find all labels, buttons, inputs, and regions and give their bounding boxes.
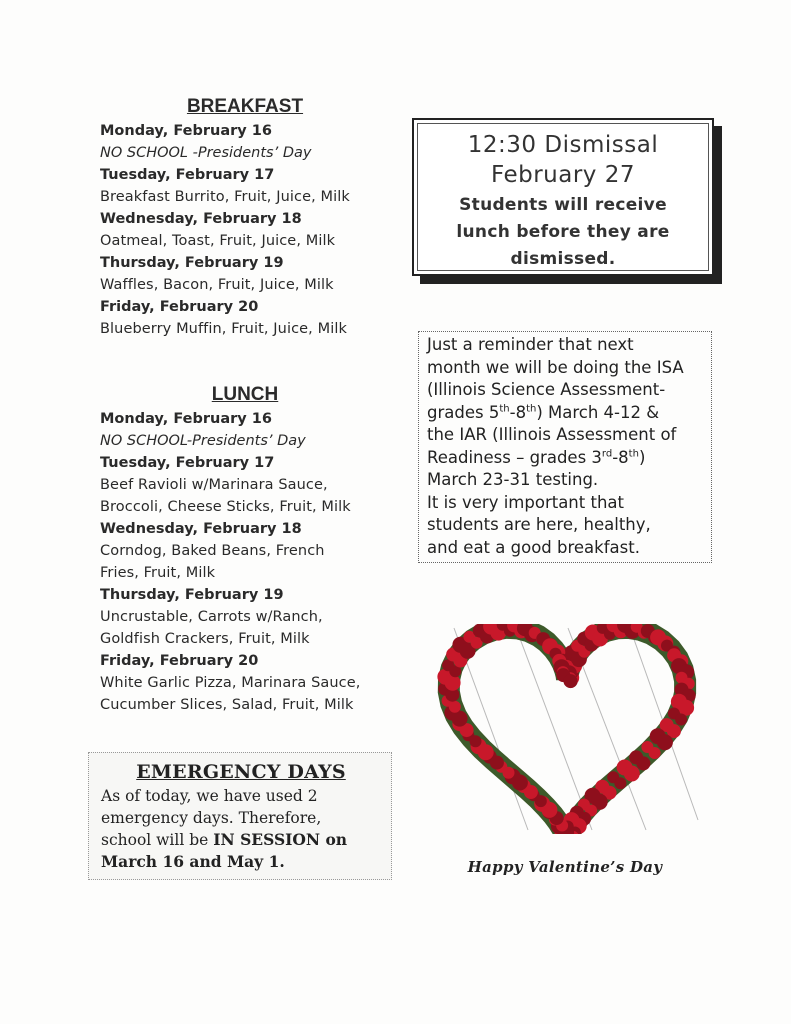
- menu-column: [100, 96, 390, 716]
- breakfast-day-heading: Friday, February 20: [100, 299, 259, 315]
- dismissal-notice-inner: [417, 123, 709, 271]
- breakfast-menu-item: Blueberry Muffin, Fruit, Juice, Milk: [100, 321, 347, 337]
- breakfast-note: NO SCHOOL -Presidents’ Day: [100, 145, 312, 161]
- reminder-text: -8: [509, 402, 527, 422]
- reminder-line: students are here, healthy,: [427, 515, 651, 534]
- emergency-days-box: [88, 752, 392, 880]
- breakfast-menu: [100, 120, 390, 340]
- reminder-line: (Illinois Science Assessment-: [427, 380, 666, 399]
- breakfast-day-heading: Wednesday, February 18: [100, 211, 302, 227]
- dismissal-title: 12:30 Dismissal: [467, 132, 659, 158]
- lunch-day-heading: Thursday, February 19: [100, 587, 284, 603]
- reminder-text: -8: [612, 447, 629, 467]
- lunch-menu-item: Fries, Fruit, Milk: [100, 565, 216, 581]
- rose: [649, 747, 661, 759]
- emergency-text: school will be: [101, 831, 214, 849]
- lunch-menu-item: Broccoli, Cheese Sticks, Fruit, Milk: [100, 499, 351, 515]
- rose: [614, 777, 626, 789]
- emergency-line: [101, 851, 381, 873]
- rose: [657, 734, 673, 750]
- emergency-dates: March 16 and May 1.: [101, 852, 285, 871]
- lunch-menu-item: Cucumber Slices, Salad, Fruit, Milk: [100, 697, 354, 713]
- reminder-text: ) March 4-12 &: [536, 402, 660, 422]
- dismissal-message-line: lunch before they are: [456, 222, 670, 242]
- rose: [478, 744, 494, 760]
- reminder-line: and eat a good breakfast.: [427, 537, 640, 557]
- rose: [564, 674, 578, 688]
- lunch-day-heading: Tuesday, February 17: [100, 455, 275, 471]
- reminder-line: month we will be doing the ISA: [427, 357, 684, 377]
- rose: [624, 766, 640, 782]
- dismissal-message: [418, 192, 708, 273]
- reminder-line: It is very important that: [427, 492, 624, 512]
- lunch-menu-item: Uncrustable, Carrots w/Ranch,: [100, 609, 323, 625]
- valentine-caption: Happy Valentine’s Day: [467, 858, 663, 876]
- rose-ring: [437, 624, 695, 834]
- breakfast-day-heading: Tuesday, February 17: [100, 167, 275, 183]
- testing-reminder: [418, 331, 712, 563]
- rose-heart-image: [432, 624, 702, 834]
- emergency-emphasis: IN SESSION on: [213, 830, 348, 849]
- rose: [535, 795, 547, 807]
- rose: [678, 700, 694, 716]
- breakfast-menu-item: Waffles, Bacon, Fruit, Juice, Milk: [100, 277, 334, 293]
- rose: [470, 735, 482, 747]
- reminder-line: Just a reminder that next: [427, 335, 634, 354]
- emergency-line: [101, 829, 381, 851]
- lunch-day-heading: Friday, February 20: [100, 653, 259, 669]
- lunch-menu-item: Beef Ravioli w/Marinara Sauce,: [100, 477, 328, 493]
- reminder-superscript: th: [499, 403, 510, 414]
- rose: [452, 711, 468, 727]
- dismissal-message-line: dismissed.: [510, 249, 616, 269]
- reminder-text: grades 5: [427, 402, 500, 422]
- breakfast-menu-item: Oatmeal, Toast, Fruit, Juice, Milk: [100, 233, 336, 249]
- rose: [449, 701, 461, 713]
- emergency-line: As of today, we have used 2: [101, 787, 318, 805]
- reminder-line: March 23-31 testing.: [427, 470, 599, 489]
- lunch-day-heading: Wednesday, February 18: [100, 521, 302, 537]
- reminder-line: [427, 402, 705, 425]
- reminder-superscript: rd: [601, 448, 613, 459]
- lunch-day-heading: Monday, February 16: [100, 411, 272, 427]
- lunch-menu-item: Corndog, Baked Beans, French: [100, 543, 325, 559]
- breakfast-menu-item: Breakfast Burrito, Fruit, Juice, Milk: [100, 189, 350, 205]
- reminder-line: the IAR (Illinois Assessment of: [427, 425, 677, 444]
- rose: [503, 767, 515, 779]
- lunch-menu: [100, 408, 390, 716]
- rose: [490, 756, 504, 770]
- emergency-line: emergency days. Therefore,: [101, 809, 322, 827]
- breakfast-day-heading: Monday, February 16: [100, 123, 272, 139]
- lunch-menu-item: White Garlic Pizza, Marinara Sauce,: [100, 675, 361, 691]
- lunch-note: NO SCHOOL-Presidents’ Day: [100, 433, 306, 449]
- rose: [636, 756, 650, 770]
- breakfast-day-heading: Thursday, February 19: [100, 255, 284, 271]
- dismissal-message-line: Students will receive: [459, 195, 667, 215]
- rose: [445, 675, 461, 691]
- reminder-superscript: th: [628, 448, 639, 459]
- rose: [675, 714, 687, 726]
- reminder-superscript: th: [526, 403, 537, 414]
- dismissal-date: February 27: [491, 162, 635, 188]
- reminder-text: Readiness – grades 3: [427, 447, 602, 467]
- breakfast-heading: BREAKFAST: [186, 96, 304, 117]
- reminder-line: [427, 447, 705, 470]
- dismissal-notice: [412, 118, 714, 276]
- rose: [512, 775, 528, 791]
- lunch-menu-item: Goldfish Crackers, Fruit, Milk: [100, 631, 310, 647]
- emergency-days-heading: EMERGENCY DAYS: [136, 761, 346, 783]
- reminder-text: ): [638, 447, 646, 467]
- lunch-heading: LUNCH: [211, 384, 279, 405]
